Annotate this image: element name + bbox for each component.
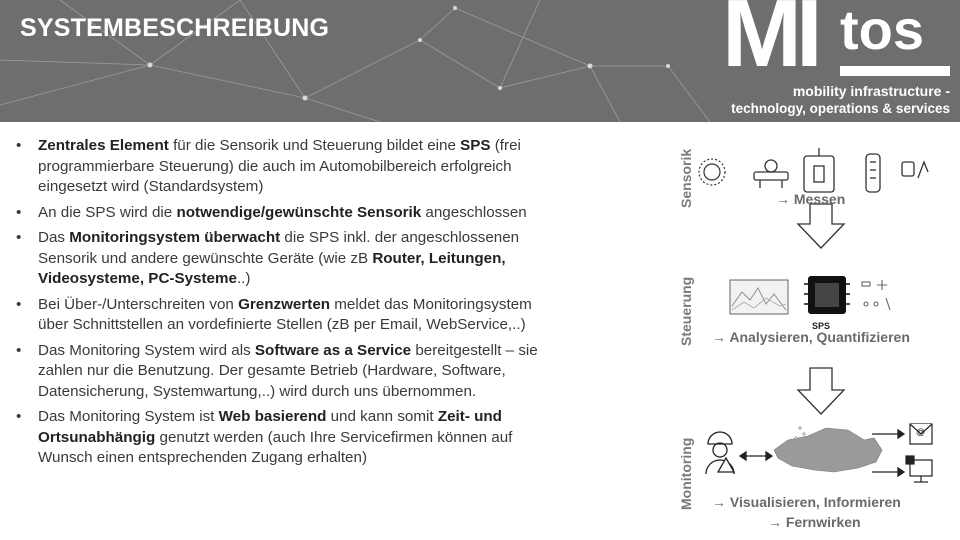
bullet-bold-text: Router, Leitungen, Videosysteme, PC-Systeme (38, 249, 506, 287)
sun-sensor-icon (699, 159, 725, 185)
bullet-text: Das (38, 229, 70, 246)
logo-tos: tos (840, 0, 924, 61)
bullet-text: angeschlossen (421, 203, 527, 221)
bullet-item (14, 407, 554, 469)
worker-icon (706, 432, 734, 474)
logo-tagline-2: technology, operations & services (731, 101, 950, 116)
bullet-item (14, 295, 554, 336)
label-sensorik: Sensorik (678, 148, 694, 208)
step-analysieren: → Analysieren, Quantifizieren (712, 329, 910, 345)
bullet-dot: • (16, 341, 22, 359)
bullet-dot: • (16, 229, 22, 246)
chart-icon (730, 280, 788, 314)
down-arrow-icon (798, 204, 844, 248)
bullet-item (14, 136, 554, 198)
bullet-dot: • (16, 203, 22, 221)
label-steuerung: Steuerung (678, 276, 694, 346)
bullet-text: ..) (236, 270, 251, 287)
bullet-bold-text: Web basierend (218, 408, 327, 425)
bullet-text: An die SPS wird die (38, 203, 177, 221)
bullet-bold-text: Monitoringsystem überwacht (69, 229, 281, 246)
bullet-text: genutzt werden (auch Ihre Servicefirmen können auf Wunsch einen entsprechenden Zugang erhalten) (38, 428, 513, 466)
valve-sensor-icon (754, 160, 788, 188)
double-arrow-icon (740, 452, 772, 460)
bullet-text: Das Monitoring System wird als (38, 341, 255, 359)
bullet-text: meldet das Monitoringsystem über Schnittstellen an vordefinierte Stellen (zB per Email, WebService,..) (38, 295, 532, 333)
bullet-dot: • (16, 137, 22, 154)
bullet-text: Bei Über-/Unterschreiten von (38, 295, 239, 313)
bullet-bold-text: Zentrales Element (38, 137, 169, 154)
header-banner (0, 0, 960, 122)
bullet-text: bereitgestellt – sie zahlen nur die Benutzung. Der gesamte Betrieb (Hardware, Software, Datensicherung, Systemwartung,..) wird durch uns übernommen. (38, 341, 538, 400)
bullet-bold-text: Grenzwerten (238, 295, 331, 313)
bullet-item (14, 228, 554, 290)
step-messen: → Messen (776, 191, 846, 207)
bullet-dot: • (16, 295, 22, 313)
touch-sensor-icon (902, 162, 928, 178)
bullet-bold-text: SPS (460, 137, 491, 154)
sps-label: SPS (812, 321, 831, 331)
label-monitoring: Monitoring (678, 437, 694, 510)
email-icon (910, 424, 932, 444)
bullet-list (14, 136, 554, 474)
computer-icon (906, 456, 932, 482)
logo-mi: MI (722, 0, 817, 87)
bullet-text: Das Monitoring System ist (38, 408, 219, 425)
page-title: SYSTEMBESCHREIBUNG (20, 14, 330, 42)
svg-text:@: @ (916, 427, 926, 437)
control-icons (862, 280, 890, 310)
bullet-text: für die Sensorik und Steuerung bildet eine (168, 137, 461, 154)
bullet-bold-text: Software as a Service (254, 341, 412, 359)
bullet-item (14, 203, 554, 224)
mitos-logo (716, 0, 960, 122)
bullet-dot: • (16, 408, 22, 425)
bullet-item (14, 341, 554, 403)
probe-icon (866, 154, 880, 192)
chip-icon (804, 276, 850, 314)
meter-icon (804, 148, 834, 192)
step-fernwirken: → Fernwirken (768, 514, 861, 530)
austria-map-icon (774, 427, 882, 472)
bullet-text: die SPS inkl. der angeschlossenen Sensorik und andere gewünschte Geräte (wie zB (38, 229, 520, 267)
bullet-bold-text: notwendige/gewünschte Sensorik (176, 203, 422, 221)
down-arrow-icon (798, 368, 844, 414)
logo-bar (840, 66, 950, 76)
logo-tagline-1: mobility infrastructure - (792, 83, 950, 99)
bullet-bold-text: Zeit- und Ortsunabhängig (38, 408, 502, 446)
step-visualisieren: → Visualisieren, Informieren (712, 494, 901, 510)
system-diagram (670, 128, 960, 540)
bullet-text: und kann somit (326, 408, 438, 425)
bullet-text: (frei programmierbare Steuerung) die auch im Automobilbereich erfolgreich eingesetzt wird (Standardsystem) (38, 137, 521, 195)
